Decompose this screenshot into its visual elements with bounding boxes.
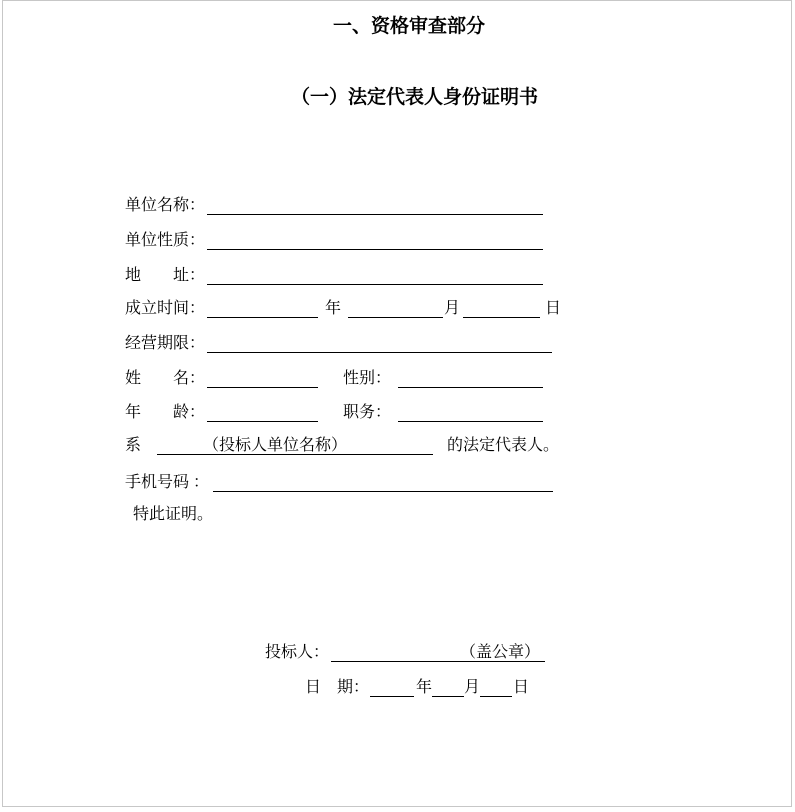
business-term-blank[interactable] [207,334,552,353]
row-business-term [125,334,552,353]
date-day-suffix: 日 [513,679,530,696]
row-bidder-signature [265,643,545,662]
date-year-blank[interactable] [370,678,414,697]
month-suffix: 月 [444,300,461,317]
section-title: 一、资格审查部分 [333,16,486,37]
row-legal-rep [125,436,559,455]
legal-rep-suffix: 的法定代表人。 [447,437,560,454]
year-suffix: 年 [325,300,342,317]
row-certify [133,505,213,524]
age-label: 年 龄： [125,404,206,421]
unit-name-blank[interactable] [207,196,543,215]
position-label: 职务： [343,404,392,421]
date-month-blank[interactable] [432,678,464,697]
row-name-gender [125,369,543,388]
row-address [125,266,543,285]
row-date [305,678,529,697]
row-establish-date [125,299,561,318]
day-suffix: 日 [545,300,562,317]
doc-title: （一）法定代表人身份证明书 [291,87,539,108]
bidder-signature-blank[interactable]: （盖公章） [331,643,545,662]
bidder-label: 投标人： [265,644,330,661]
business-term-label: 经营期限： [125,335,206,352]
establish-day-blank[interactable] [463,299,540,318]
row-age-position [125,403,543,422]
establish-month-blank[interactable] [348,299,443,318]
address-blank[interactable] [207,266,543,285]
position-blank[interactable] [398,403,543,422]
date-day-blank[interactable] [480,678,512,697]
mobile-blank[interactable] [213,473,553,492]
legal-rep-prefix: 系 [125,437,142,454]
date-month-suffix: 月 [464,679,481,696]
row-mobile [125,473,553,492]
unit-nature-blank[interactable] [207,231,543,250]
certify-statement: 特此证明。 [133,506,214,523]
date-label: 日 期： [305,679,370,696]
name-label: 姓 名： [125,370,206,387]
row-unit-name [125,196,543,215]
establish-date-label: 成立时间： [125,300,206,317]
name-blank[interactable] [207,369,318,388]
establish-year-blank[interactable] [207,299,318,318]
mobile-label: 手机号码 ： [125,474,210,491]
unit-name-label: 单位名称： [125,197,206,214]
unit-nature-label: 单位性质： [125,232,206,249]
date-year-suffix: 年 [416,679,433,696]
gender-blank[interactable] [398,369,543,388]
row-unit-nature [125,231,543,250]
gender-label: 性别： [343,370,392,387]
age-blank[interactable] [207,403,318,422]
address-label: 地 址： [125,267,206,284]
bidder-unit-name-blank[interactable]: （投标人单位名称） [157,436,433,455]
